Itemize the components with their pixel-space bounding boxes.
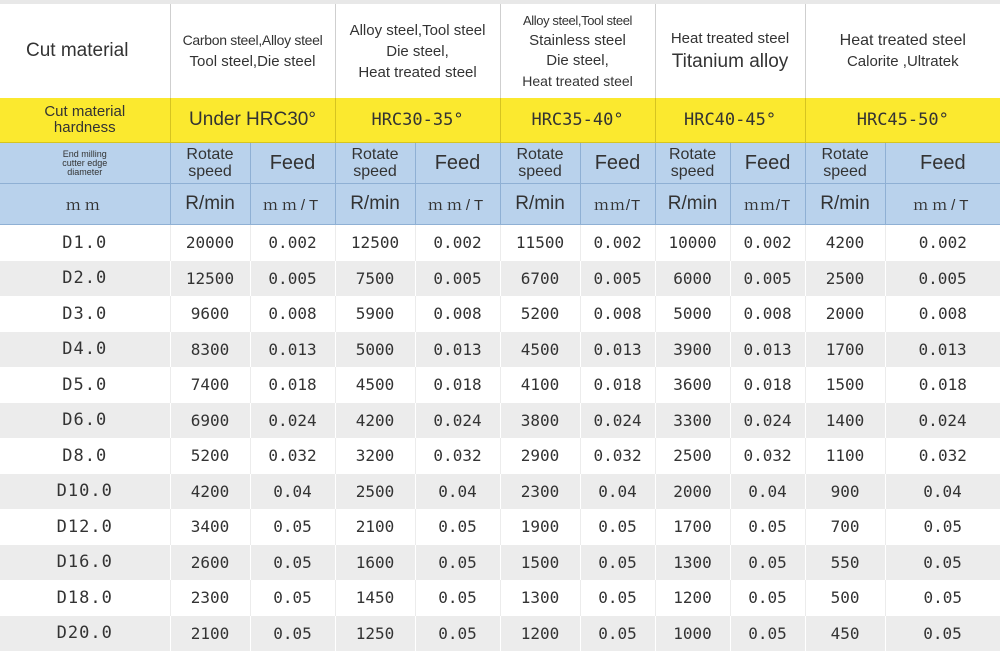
feed-cell: 0.05	[730, 545, 805, 581]
speed-cell: 2600	[170, 545, 250, 581]
diameter-label-line: diameter	[67, 166, 103, 177]
material-line: Tool steel,Die steel	[189, 53, 316, 70]
unit-feed: ｍｍ/T	[580, 184, 655, 225]
material-line: Heat treated steel	[522, 73, 633, 89]
feed-cell: 0.04	[415, 474, 500, 510]
speed-cell: 4500	[335, 367, 415, 403]
rotate-line: speed	[518, 163, 562, 180]
table-row	[0, 225, 1000, 261]
feed-cell: 0.005	[730, 261, 805, 297]
speed-cell: 6000	[655, 261, 730, 297]
speed-cell: 7400	[170, 367, 250, 403]
speed-cell: 8300	[170, 332, 250, 368]
unit-feed: ｍｍ/T	[250, 184, 335, 225]
material-line: Carbon steel,Alloy steel	[182, 32, 323, 48]
speed-cell: 3300	[655, 403, 730, 439]
feed-cell: 0.032	[250, 438, 335, 474]
diameter-cell: D12.0	[0, 509, 170, 545]
feed-header: Feed	[885, 143, 1000, 184]
feed-header: Feed	[415, 143, 500, 184]
speed-cell: 10000	[655, 225, 730, 261]
column-header-row	[0, 143, 1000, 184]
hardness-row	[0, 98, 1000, 143]
feed-cell: 0.008	[250, 296, 335, 332]
speed-cell: 2500	[805, 261, 885, 297]
diameter-cell: D16.0	[0, 545, 170, 581]
feed-cell: 0.008	[580, 296, 655, 332]
feed-cell: 0.013	[250, 332, 335, 368]
speed-cell: 550	[805, 545, 885, 581]
speed-cell: 1700	[805, 332, 885, 368]
speed-cell: 1300	[500, 580, 580, 616]
diameter-label-line: End milling	[62, 148, 107, 159]
material-line: Die steel,	[546, 52, 609, 69]
feed-cell: 0.04	[580, 474, 655, 510]
table-row	[0, 332, 1000, 368]
material-line: Heat treated steel	[358, 63, 477, 81]
rotate-line: Rotate	[351, 146, 399, 163]
feed-cell: 0.05	[415, 509, 500, 545]
speed-cell: 5200	[170, 438, 250, 474]
table-row	[0, 545, 1000, 581]
speed-cell: 2300	[500, 474, 580, 510]
speed-cell: 1600	[335, 545, 415, 581]
speed-cell: 1000	[655, 616, 730, 652]
cutting-parameters-table	[0, 4, 1000, 651]
feed-cell: 0.013	[730, 332, 805, 368]
unit-speed: R/min	[335, 184, 415, 225]
diameter-cell: D4.0	[0, 332, 170, 368]
feed-cell: 0.032	[415, 438, 500, 474]
hardness-value: HRC30-35°	[335, 98, 500, 143]
table-row	[0, 296, 1000, 332]
speed-cell: 4200	[170, 474, 250, 510]
diameter-cell: D20.0	[0, 616, 170, 652]
material-line: Stainless steel	[529, 32, 626, 49]
feed-cell: 0.024	[250, 403, 335, 439]
unit-speed: R/min	[170, 184, 250, 225]
feed-cell: 0.005	[415, 261, 500, 297]
speed-cell: 1500	[805, 367, 885, 403]
feed-cell: 0.05	[415, 580, 500, 616]
speed-cell: 700	[805, 509, 885, 545]
speed-cell: 4200	[335, 403, 415, 439]
material-line: Calorite ,Ultratek	[846, 53, 959, 70]
feed-cell: 0.05	[415, 545, 500, 581]
feed-cell: 0.005	[580, 261, 655, 297]
speed-cell: 20000	[170, 225, 250, 261]
speed-cell: 5000	[655, 296, 730, 332]
feed-cell: 0.05	[580, 545, 655, 581]
rotate-line: speed	[188, 163, 232, 180]
diameter-cell: D5.0	[0, 367, 170, 403]
speed-cell: 1500	[500, 545, 580, 581]
speed-cell: 500	[805, 580, 885, 616]
table-row	[0, 580, 1000, 616]
feed-cell: 0.008	[415, 296, 500, 332]
feed-cell: 0.032	[730, 438, 805, 474]
feed-cell: 0.018	[580, 367, 655, 403]
feed-cell: 0.05	[250, 580, 335, 616]
rotate-line: speed	[353, 163, 397, 180]
speed-cell: 3400	[170, 509, 250, 545]
feed-cell: 0.05	[250, 509, 335, 545]
unit-feed: ｍｍ/T	[415, 184, 500, 225]
rotate-speed-header	[805, 143, 885, 184]
material-line: Alloy steel,Tool steel	[523, 13, 633, 28]
speed-cell: 3600	[655, 367, 730, 403]
feed-cell: 0.04	[730, 474, 805, 510]
hardness-value: HRC35-40°	[500, 98, 655, 143]
speed-cell: 450	[805, 616, 885, 652]
feed-cell: 0.008	[918, 304, 967, 324]
feed-cell: 0.018	[730, 367, 805, 403]
diameter-label-line: cutter edge	[62, 157, 108, 168]
speed-cell: 4500	[500, 332, 580, 368]
speed-cell: 1200	[500, 616, 580, 652]
material-col-1	[170, 4, 335, 98]
diameter-cell: D10.0	[0, 474, 170, 510]
material-line: Heat treated steel	[670, 29, 790, 47]
feed-cell: 0.013	[580, 332, 655, 368]
material-line: Alloy steel,Tool steel	[349, 21, 486, 39]
feed-cell: 0.05	[250, 616, 335, 652]
rotate-line: Rotate	[668, 146, 717, 163]
speed-cell: 2000	[805, 296, 885, 332]
material-col-3	[500, 4, 655, 98]
speed-cell: 7500	[335, 261, 415, 297]
feed-cell: 0.05	[580, 580, 655, 616]
rotate-line: Rotate	[186, 146, 234, 163]
speed-cell: 2500	[335, 474, 415, 510]
feed-cell: 0.002	[250, 225, 335, 261]
unit-feed: ｍｍ/T	[885, 184, 1000, 225]
diameter-cell: D6.0	[0, 403, 170, 439]
hardness-value: HRC40-45°	[655, 98, 805, 143]
feed-cell: 0.05	[415, 616, 500, 652]
feed-cell: 0.05	[923, 588, 963, 608]
feed-cell: 0.002	[730, 225, 805, 261]
hardness-value: Under HRC30°	[170, 98, 335, 143]
unit-speed: R/min	[500, 184, 580, 225]
speed-cell: 4200	[805, 225, 885, 261]
speed-cell: 1300	[655, 545, 730, 581]
feed-cell: 0.032	[918, 446, 967, 466]
feed-cell: 0.024	[580, 403, 655, 439]
feed-header: Feed	[730, 143, 805, 184]
diameter-cell: D3.0	[0, 296, 170, 332]
speed-cell: 1900	[500, 509, 580, 545]
speed-cell: 2100	[335, 509, 415, 545]
feed-cell: 0.002	[918, 233, 967, 253]
feed-cell: 0.013	[415, 332, 500, 368]
feed-cell: 0.024	[415, 403, 500, 439]
rotate-speed-header	[500, 143, 580, 184]
speed-cell: 2100	[170, 616, 250, 652]
unit-speed: R/min	[805, 184, 885, 225]
feed-cell: 0.05	[580, 509, 655, 545]
speed-cell: 1400	[805, 403, 885, 439]
table-row	[0, 509, 1000, 545]
speed-cell: 2500	[655, 438, 730, 474]
rotate-line: speed	[823, 163, 867, 180]
speed-cell: 12500	[170, 261, 250, 297]
speed-cell: 1450	[335, 580, 415, 616]
speed-cell: 2900	[500, 438, 580, 474]
diameter-cell: D18.0	[0, 580, 170, 616]
material-line: Titanium alloy	[671, 50, 789, 72]
feed-cell: 0.005	[250, 261, 335, 297]
speed-cell: 1100	[805, 438, 885, 474]
feed-cell: 0.032	[580, 438, 655, 474]
speed-cell: 1700	[655, 509, 730, 545]
feed-cell: 0.05	[885, 616, 1000, 652]
speed-cell: 900	[805, 474, 885, 510]
rotate-speed-header	[170, 143, 250, 184]
table-row	[0, 261, 1000, 297]
hardness-label-line: hardness	[53, 119, 116, 136]
speed-cell: 5000	[335, 332, 415, 368]
feed-cell: 0.05	[580, 616, 655, 652]
unit-mm: ｍｍ	[0, 184, 170, 225]
table-row	[0, 616, 1000, 652]
material-col-5	[805, 4, 1000, 98]
feed-cell: 0.024	[730, 403, 805, 439]
rotate-speed-header	[655, 143, 730, 184]
diameter-cell: D8.0	[0, 438, 170, 474]
diameter-cell: D2.0	[0, 261, 170, 297]
feed-cell: 0.05	[250, 545, 335, 581]
feed-cell: 0.013	[885, 332, 1000, 368]
material-col-4	[655, 4, 805, 98]
speed-cell: 3200	[335, 438, 415, 474]
unit-speed: R/min	[655, 184, 730, 225]
hardness-label	[0, 98, 170, 143]
speed-cell: 3800	[500, 403, 580, 439]
speed-cell: 3900	[655, 332, 730, 368]
speed-cell: 11500	[500, 225, 580, 261]
speed-cell: 12500	[335, 225, 415, 261]
speed-cell: 5900	[335, 296, 415, 332]
speed-cell: 6700	[500, 261, 580, 297]
feed-cell: 0.018	[250, 367, 335, 403]
feed-cell: 0.05	[730, 616, 805, 652]
material-line: Die steel,	[386, 42, 449, 60]
speed-cell: 5200	[500, 296, 580, 332]
feed-cell: 0.018	[918, 375, 967, 395]
unit-feed: ｍｍ/T	[730, 184, 805, 225]
feed-cell: 0.008	[730, 296, 805, 332]
speed-cell: 6900	[170, 403, 250, 439]
speed-cell: 1200	[655, 580, 730, 616]
rotate-line: Rotate	[821, 146, 869, 163]
feed-cell: 0.002	[580, 225, 655, 261]
feed-cell: 0.05	[885, 545, 1000, 581]
feed-cell: 0.05	[730, 580, 805, 616]
table-row	[0, 438, 1000, 474]
speed-cell: 4100	[500, 367, 580, 403]
rotate-line: Rotate	[516, 146, 564, 163]
feed-cell: 0.05	[923, 517, 963, 537]
feed-cell: 0.05	[730, 509, 805, 545]
speed-cell: 1250	[335, 616, 415, 652]
table-row	[0, 403, 1000, 439]
material-col-2	[335, 4, 500, 98]
speed-cell: 2000	[655, 474, 730, 510]
feed-cell: 0.002	[415, 225, 500, 261]
feed-cell: 0.018	[415, 367, 500, 403]
speed-cell: 2300	[170, 580, 250, 616]
diameter-cell: D1.0	[0, 225, 170, 261]
feed-cell: 0.024	[885, 403, 1000, 439]
feed-cell: 0.005	[885, 261, 1000, 297]
table-row	[0, 367, 1000, 403]
feed-cell: 0.04	[250, 474, 335, 510]
cut-material-row	[0, 4, 1000, 98]
feed-cell: 0.04	[885, 474, 1000, 510]
table-row	[0, 474, 1000, 510]
rotate-speed-header	[335, 143, 415, 184]
diameter-label	[0, 143, 170, 184]
speed-cell: 9600	[170, 296, 250, 332]
unit-row	[0, 184, 1000, 225]
rotate-line: speed	[670, 163, 715, 180]
feed-header: Feed	[580, 143, 655, 184]
hardness-value: HRC45-50°	[805, 98, 1000, 143]
hardness-label-line: Cut material	[44, 103, 126, 120]
cut-material-label: Cut material	[0, 4, 170, 98]
feed-header: Feed	[250, 143, 335, 184]
material-line: Heat treated steel	[839, 32, 966, 49]
